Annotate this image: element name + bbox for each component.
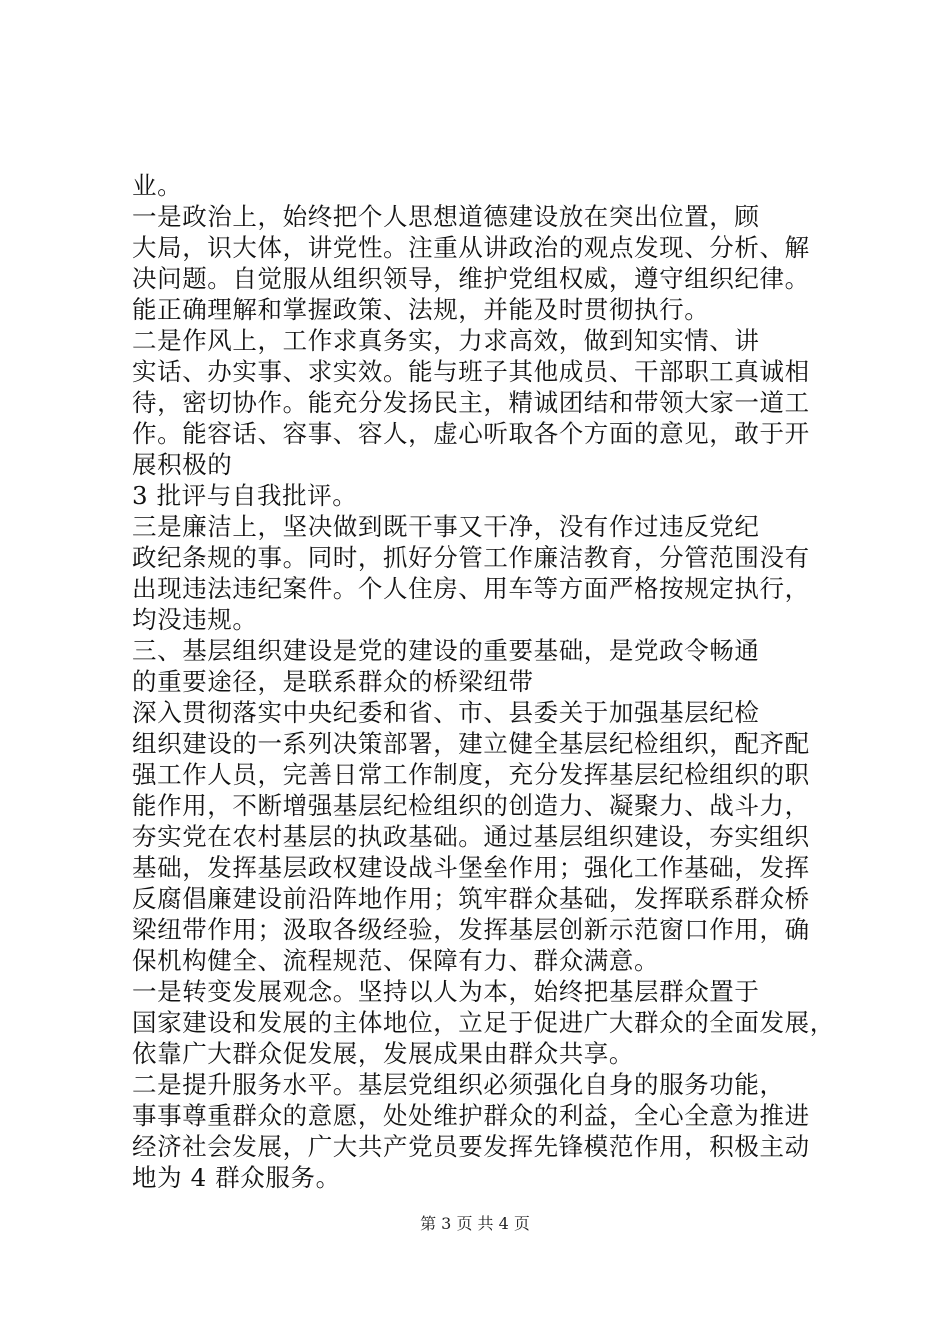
text-line: 能正确理解和掌握政策、法规，并能及时贯彻执行。 bbox=[132, 295, 710, 324]
text-line: 均没违规。 bbox=[132, 605, 258, 634]
text-line: 3 批评与自我批评。 bbox=[132, 481, 358, 510]
text-line: 实话、办实事、求实效。能与班子其他成员、干部职工真诚相 bbox=[132, 357, 810, 386]
text-line: 二是提升服务水平。基层党组织必须强化自身的服务功能， bbox=[132, 1070, 785, 1099]
text-line: 梁纽带作用；汲取各级经验，发挥基层创新示范窗口作用，确 bbox=[132, 915, 810, 944]
text-line: 依靠广大群众促发展，发展成果由群众共享。 bbox=[132, 1039, 634, 1068]
text-line: 地为 4 群众服务。 bbox=[132, 1163, 341, 1192]
text-line: 三、基层组织建设是党的建设的重要基础，是党政令畅通 bbox=[132, 636, 760, 665]
text-line: 保机构健全、流程规范、保障有力、群众满意。 bbox=[132, 946, 660, 975]
text-line: 决问题。自觉服从组织领导，维护党组权威，遵守组织纪律。 bbox=[132, 264, 810, 293]
text-line: 基础，发挥基层政权建设战斗堡垒作用；强化工作基础，发挥 bbox=[132, 853, 810, 882]
text-line: 国家建设和发展的主体地位，立足于促进广大群众的全面发展， bbox=[132, 1008, 835, 1037]
text-line: 一是政治上，始终把个人思想道德建设放在突出位置，顾 bbox=[132, 202, 760, 231]
text-line: 业。 bbox=[132, 171, 183, 200]
text-line: 事事尊重群众的意愿，处处维护群众的利益，全心全意为推进 bbox=[132, 1101, 810, 1130]
text-line: 二是作风上，工作求真务实，力求高效，做到知实情、讲 bbox=[132, 326, 760, 355]
document-body bbox=[132, 170, 835, 1193]
text-line: 能作用，不断增强基层纪检组织的创造力、凝聚力、战斗力， bbox=[132, 791, 810, 820]
text-line: 深入贯彻落实中央纪委和省、市、县委关于加强基层纪检 bbox=[132, 698, 760, 727]
text-line: 政纪条规的事。同时，抓好分管工作廉洁教育，分管范围没有 bbox=[132, 543, 810, 572]
text-line: 反腐倡廉建设前沿阵地作用；筑牢群众基础，发挥联系群众桥 bbox=[132, 884, 810, 913]
text-line: 出现违法违纪案件。个人住房、用车等方面严格按规定执行， bbox=[132, 574, 810, 603]
text-line: 夯实党在农村基层的执政基础。通过基层组织建设，夯实组织 bbox=[132, 822, 810, 851]
page-footer: 第 3 页 共 4 页 bbox=[420, 1214, 530, 1233]
text-line: 一是转变发展观念。坚持以人为本，始终把基层群众置于 bbox=[132, 977, 760, 1006]
text-line: 大局，识大体，讲党性。注重从讲政治的观点发现、分析、解 bbox=[132, 233, 810, 262]
text-line: 的重要途径，是联系群众的桥梁纽带 bbox=[132, 667, 534, 696]
text-line: 三是廉洁上，坚决做到既干事又干净，没有作过违反党纪 bbox=[132, 512, 760, 541]
text-line: 作。能容话、容事、容人，虚心听取各个方面的意见，敢于开 bbox=[132, 419, 810, 448]
text-line: 经济社会发展，广大共产党员要发挥先锋模范作用，积极主动 bbox=[132, 1132, 810, 1161]
text-line: 展积极的 bbox=[132, 450, 233, 479]
text-line: 强工作人员，完善日常工作制度，充分发挥基层纪检组织的职 bbox=[132, 760, 810, 789]
text-line: 待，密切协作。能充分发扬民主，精诚团结和带领大家一道工 bbox=[132, 388, 810, 417]
text-line: 组织建设的一系列决策部署，建立健全基层纪检组织，配齐配 bbox=[132, 729, 810, 758]
